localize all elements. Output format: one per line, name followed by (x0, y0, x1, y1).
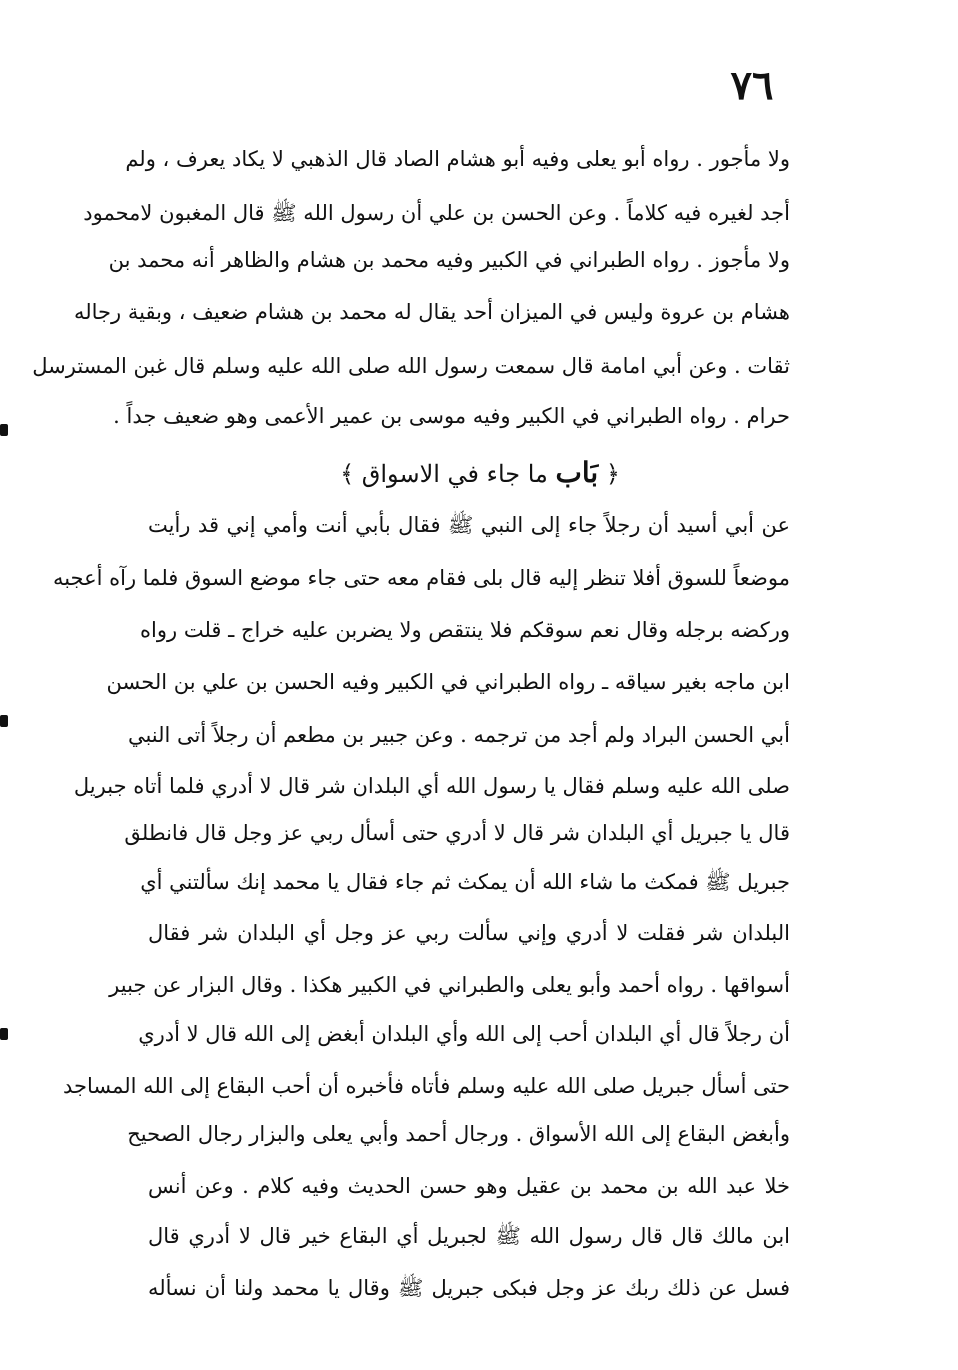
text-line: جبريل ﷺ فمكث ما شاء الله أن يمكث ثم جاء فقال يا محمد إنك سألتني أي (140, 870, 790, 894)
text-line: عن أبي أسيد أن رجلاً جاء إلى النبي ﷺ فقال بأبي أنت وأمي إني قد رأيت (148, 513, 790, 537)
text-line: أسواقها . رواه أحمد وأبو يعلى والطبراني في الكبير هكذا . وقال البزار عن جبير (109, 973, 790, 997)
scan-edge-mark (0, 715, 8, 727)
text-line: ثقات . وعن أبي امامة قال سمعت رسول الله صلى الله عليه وسلم قال غبن المسترسل (32, 354, 790, 378)
scan-edge-mark (0, 1028, 8, 1040)
text-line: ابن مالك قال قال رسول الله ﷺ لجبريل أي البقاع خير قال لا أدري قال (148, 1224, 790, 1248)
text-line: أبي الحسن البراد ولم أجد من ترجمه . وعن جبير بن مطعم أن رجلاً أتى النبي (127, 723, 790, 747)
scan-edge-mark (0, 424, 8, 436)
heading-open-bracket: ﴿ (605, 460, 620, 488)
text-line: أن رجلاً قال أي البلدان أحب إلى الله وأي البلدان أبغض إلى الله قال لا أدري (138, 1022, 790, 1046)
text-line: أجد لغيره فيه كلاماً . وعن الحسن بن علي أن رسول الله ﷺ قال المغبون لامحمود (83, 201, 790, 225)
text-line: موضعاً للسوق أفلا تنظر إليه قال بلى فقام معه حتى جاء موضع السوق فلما رآه أعجبه (52, 566, 790, 590)
text-line: فسل عن ذلك ربك عز وجل فبكى جبريل ﷺ وقال يا محمد ولنا أن نسأله (148, 1276, 790, 1300)
text-line: حتى أسأل جبريل صلى الله عليه وسلم فأتاه فأخبره أن أحب البقاع إلى الله المساجد (62, 1074, 790, 1098)
text-line: ولا مأجور . رواه أبو يعلى وفيه أبو هشام الصاد قال الذهبي لا يكاد يعرف ، ولم (125, 147, 790, 171)
text-line: قال يا جبريل أي البلدان شر قال لا أدري حتى أسأل ربي عز وجل قال فانطلق (124, 821, 790, 845)
text-line: حرام . رواه الطبراني في الكبير وفيه موسى بن عمير الأعمى وهو ضعيف جداً . (113, 404, 790, 428)
section-heading (300, 449, 660, 497)
text-line: ولا مأجوز . رواه الطبراني في الكبير وفيه محمد بن هشام والظاهر أنه محمد بن (108, 248, 790, 272)
page-number: ٧٦ (730, 62, 774, 109)
text-line: صلى الله عليه وسلم فقال يا رسول الله أي البلدان شر قال لا أدري فلما أتاه جبريل (73, 774, 790, 798)
text-line: خلا عبد الله بن محمد بن عقيل وهو حسن الحديث وفيه كلام . وعن أنس (148, 1174, 790, 1198)
heading-title: ما جاء في الاسواق (361, 460, 548, 488)
text-line: وأبغض البقاع إلى الله الأسواق . ورجال أحمد وأبي يعلى والبزار رجال الصحيح (127, 1122, 790, 1146)
text-line: وركضه برجله وقال نعم سوقكم فلا ينتقص ولا يضربن عليه خراج ـ قلت رواه (140, 618, 790, 642)
heading-bab-word: بَاب (555, 456, 599, 489)
heading-close-bracket: ﴾ (340, 460, 355, 488)
text-line: هشام بن عروة وليس في الميزان أحد يقال له محمد بن هشام ضعيف ، وبقية رجاله (74, 300, 790, 324)
text-line: البلدان شر فقلت لا أدري وإني سألت ربي عز وجل أي البلدان شر فقال (148, 921, 790, 945)
text-line: ابن ماجه بغير سياقه ـ رواه الطبراني في الكبير وفيه الحسن بن علي بن الحسن (106, 670, 790, 694)
